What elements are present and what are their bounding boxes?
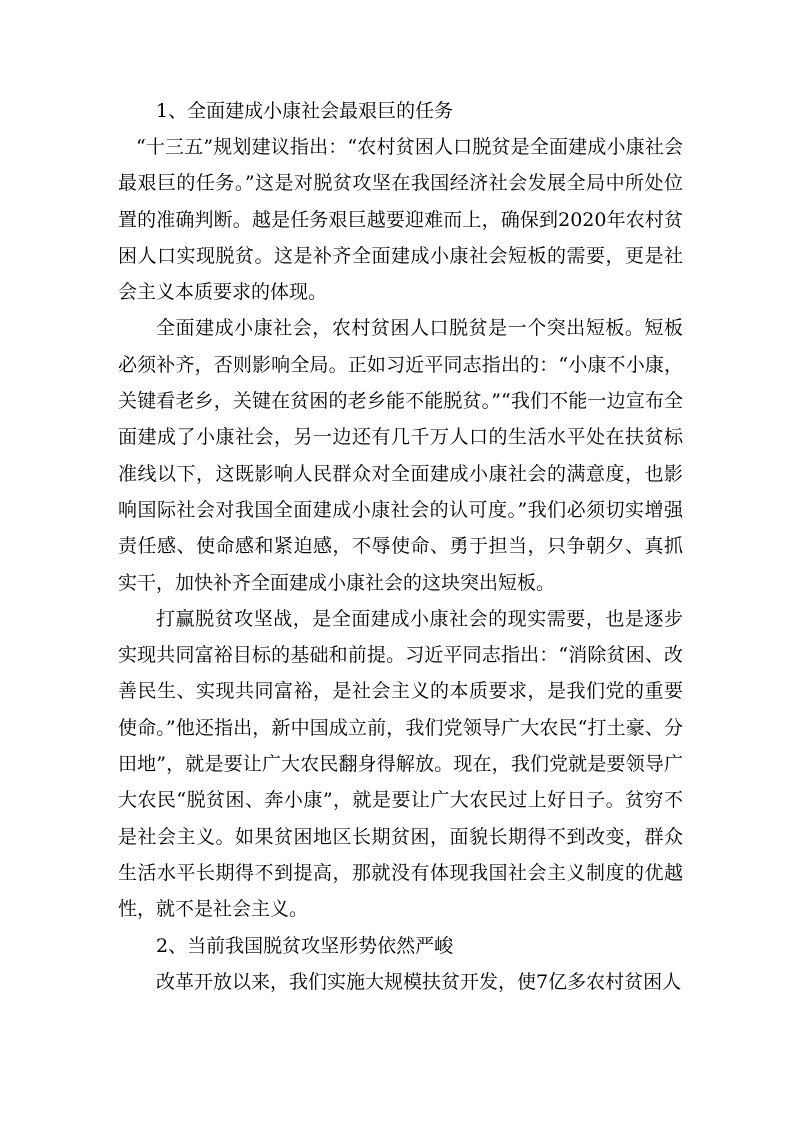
section-1-paragraph-1: “十三五”规划建议指出：“农村贫困人口脱贫是全面建成小康社会最艰巨的任务。”这是对脱贫攻坚在我国经济社会发展全局中所处位置的准确判断。越是任务艰巨越要迎难而上，确保到2020年农村贫困人口实现脱贫。这是补齐全面建成小康社会短板的需要，更是社会主义本质要求的体现。 [118, 136, 683, 304]
document-body [118, 93, 683, 1000]
section-1-paragraph-3: 打赢脱贫攻坚战，是全面建成小康社会的现实需要，也是逐步实现共同富裕目标的基础和前提。习近平同志指出：“消除贫困、改善民生、实现共同富裕，是社会主义的本质要求，是我们党的重要使命。”他还指出，新中国成立前，我们党领导广大农民“打土豪、分田地”，就是要让广大农民翻身得解放。现在，我们党就是要领导广大农民“脱贫困、奔小康”，就是要让广大农民过上好日子。贫穷不是社会主义。如果贫困地区长期贫困，面貌长期得不到改变，群众生活水平长期得不到提高，那就没有体现我国社会主义制度的优越性，就不是社会主义。 [118, 607, 683, 921]
section-2-paragraph-1: 改革开放以来，我们实施大规模扶贫开发，使7亿多农村贫困人 [156, 970, 682, 993]
section-2-heading: 2、当前我国脱贫攻坚形势依然严峻 [156, 934, 454, 957]
section-1-paragraph-2: 全面建成小康社会，农村贫困人口脱贫是一个突出短板。短板必须补齐，否则影响全局。正如习近平同志指出的：“小康不小康，关键看老乡，关键在贫困的老乡能不能脱贫。”“我们不能一边宣布全面建成了小康社会，另一边还有几千万人口的生活水平处在扶贫标准线以下，这既影响人民群众对全面建成小康社会的满意度，也影响国际社会对我国全面建成小康社会的认可度。”我们必须切实增强责任感、使命感和紧迫感，不辱使命、勇于担当，只争朝夕、真抓实干，加快补齐全面建成小康社会的这块突出短板。 [118, 317, 683, 594]
section-1-heading: 1、全面建成小康社会最艰巨的任务 [156, 100, 454, 122]
